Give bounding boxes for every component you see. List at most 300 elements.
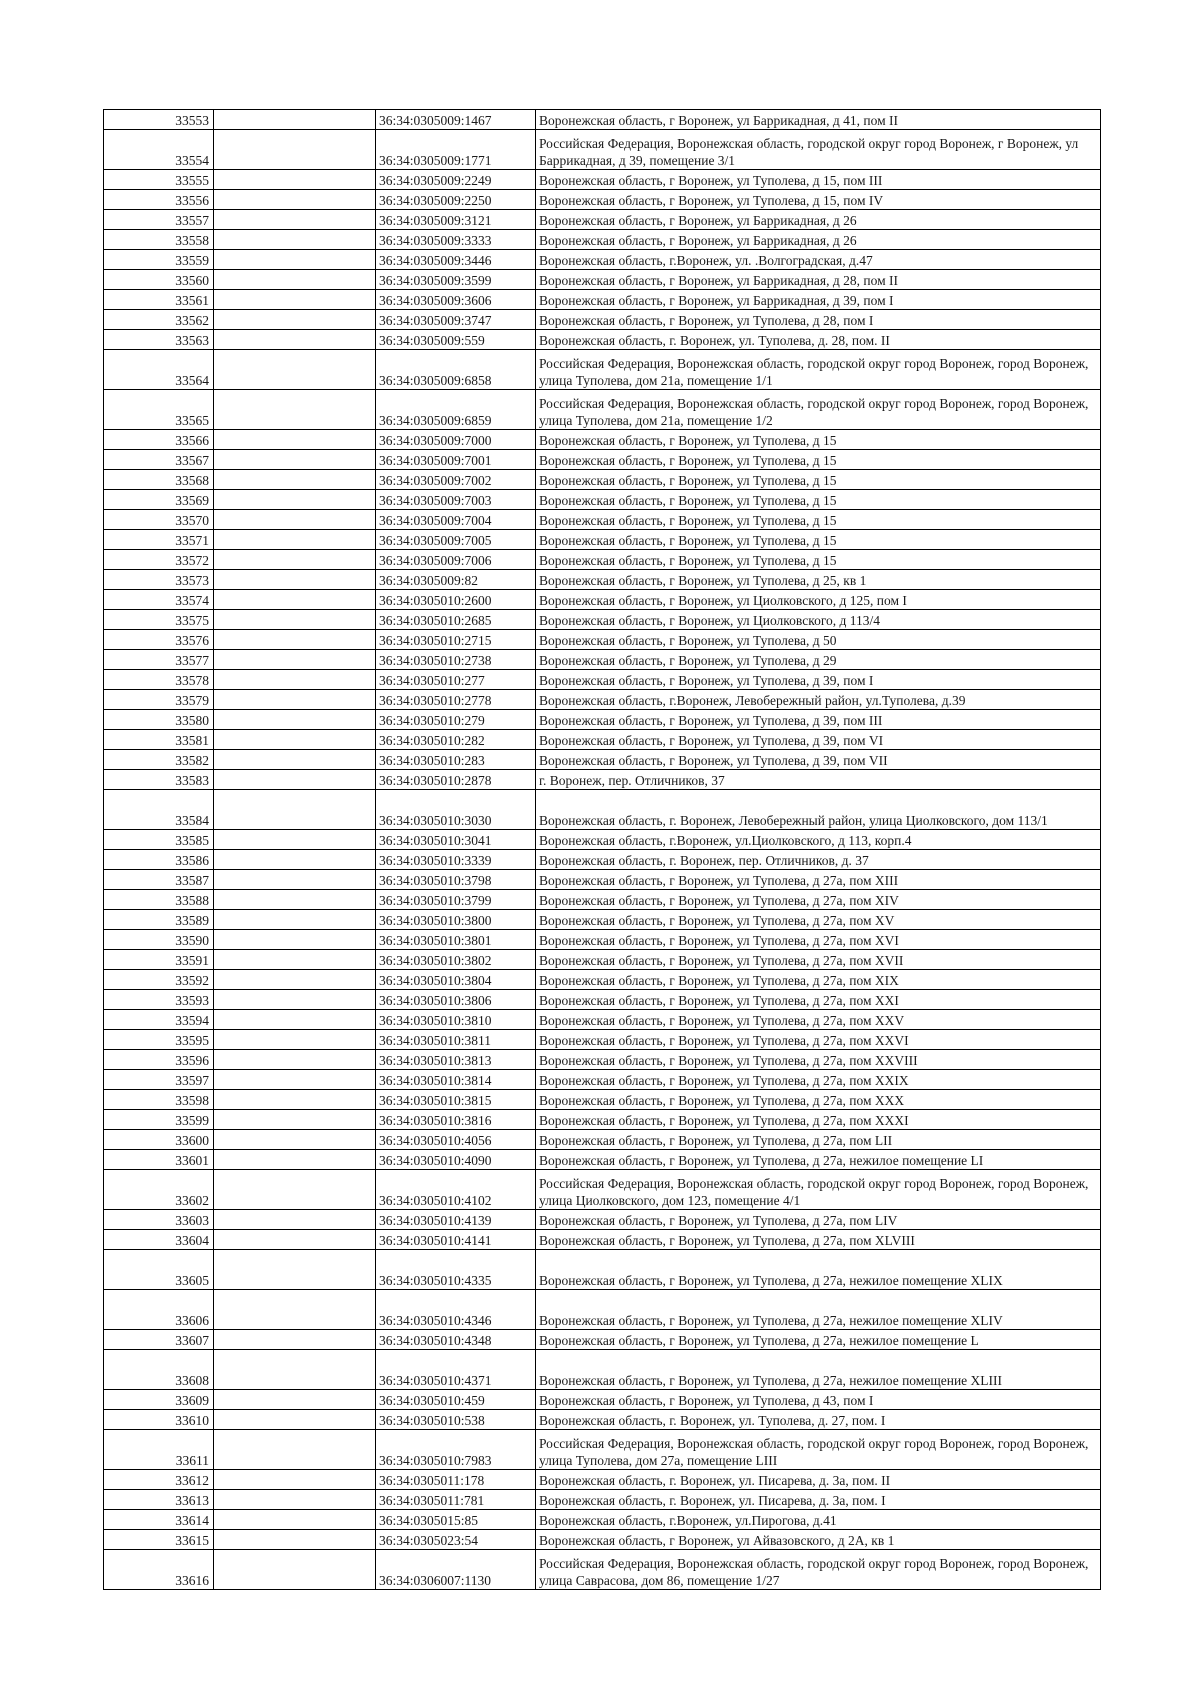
row-empty-cell — [214, 1050, 376, 1070]
row-number: 33558 — [104, 230, 214, 250]
cadastral-number: 36:34:0305009:3121 — [376, 210, 536, 230]
row-number: 33561 — [104, 290, 214, 310]
row-number: 33578 — [104, 670, 214, 690]
cadastral-number: 36:34:0305009:1771 — [376, 130, 536, 170]
cadastral-number: 36:34:0305009:3446 — [376, 250, 536, 270]
address: Воронежская область, г. Воронеж, ул. Писарева, д. 3а, пом. II — [536, 1470, 1101, 1490]
address: Воронежская область, г Воронеж, ул Туполева, д 15, пом III — [536, 170, 1101, 190]
row-empty-cell — [214, 1550, 376, 1590]
cadastral-number: 36:34:0305010:3030 — [376, 790, 536, 830]
row-empty-cell — [214, 750, 376, 770]
cadastral-number: 36:34:0305009:7003 — [376, 490, 536, 510]
row-empty-cell — [214, 850, 376, 870]
row-empty-cell — [214, 970, 376, 990]
cadastral-number: 36:34:0305010:2878 — [376, 770, 536, 790]
row-number: 33568 — [104, 470, 214, 490]
row-empty-cell — [214, 390, 376, 430]
table-row — [104, 190, 1101, 210]
cadastral-number: 36:34:0305010:2738 — [376, 650, 536, 670]
row-number: 33565 — [104, 390, 214, 430]
row-empty-cell — [214, 270, 376, 290]
cadastral-number: 36:34:0305010:3813 — [376, 1050, 536, 1070]
row-empty-cell — [214, 110, 376, 130]
table-row — [104, 1430, 1101, 1470]
row-number: 33556 — [104, 190, 214, 210]
table-row — [104, 470, 1101, 490]
table-row — [104, 290, 1101, 310]
table-row — [104, 1510, 1101, 1530]
address: Воронежская область, г Воронеж, ул Туполева, д 27а, пом XXVI — [536, 1030, 1101, 1050]
table-row — [104, 950, 1101, 970]
cadastral-number: 36:34:0305010:3801 — [376, 930, 536, 950]
row-number: 33569 — [104, 490, 214, 510]
row-empty-cell — [214, 1410, 376, 1430]
address: Воронежская область, г.Воронеж, Левобережный район, ул.Туполева, д.39 — [536, 690, 1101, 710]
cadastral-number: 36:34:0305009:559 — [376, 330, 536, 350]
table-row — [104, 970, 1101, 990]
row-number: 33587 — [104, 870, 214, 890]
cadastral-number: 36:34:0305009:3333 — [376, 230, 536, 250]
row-number: 33572 — [104, 550, 214, 570]
row-empty-cell — [214, 790, 376, 830]
cadastral-number: 36:34:0305010:277 — [376, 670, 536, 690]
cadastral-number: 36:34:0305009:3747 — [376, 310, 536, 330]
row-empty-cell — [214, 930, 376, 950]
row-empty-cell — [214, 670, 376, 690]
row-empty-cell — [214, 450, 376, 470]
row-number: 33615 — [104, 1530, 214, 1550]
row-empty-cell — [214, 1090, 376, 1110]
table-row — [104, 1170, 1101, 1210]
address: Воронежская область, г. Воронеж, ул. Писарева, д. 3а, пом. I — [536, 1490, 1101, 1510]
table-row — [104, 1350, 1101, 1390]
table-row — [104, 450, 1101, 470]
row-empty-cell — [214, 1150, 376, 1170]
cadastral-number: 36:34:0305010:279 — [376, 710, 536, 730]
row-empty-cell — [214, 890, 376, 910]
address: Воронежская область, г Воронеж, ул Туполева, д 27а, пом XXI — [536, 990, 1101, 1010]
address: Воронежская область, г Воронеж, ул Туполева, д 39, пом I — [536, 670, 1101, 690]
cadastral-number: 36:34:0305010:282 — [376, 730, 536, 750]
row-number: 33613 — [104, 1490, 214, 1510]
document-page — [103, 109, 1100, 1590]
table-row — [104, 1410, 1101, 1430]
cadastral-number: 36:34:0305010:3339 — [376, 850, 536, 870]
address: Воронежская область, г Воронеж, ул Туполева, д 27а, пом XXVIII — [536, 1050, 1101, 1070]
table-row — [104, 690, 1101, 710]
cadastral-number: 36:34:0305011:781 — [376, 1490, 536, 1510]
row-number: 33588 — [104, 890, 214, 910]
table-row — [104, 490, 1101, 510]
row-number: 33560 — [104, 270, 214, 290]
row-number: 33609 — [104, 1390, 214, 1410]
cadastral-number: 36:34:0305011:178 — [376, 1470, 536, 1490]
table-row — [104, 1490, 1101, 1510]
table-row — [104, 1150, 1101, 1170]
table-row — [104, 1470, 1101, 1490]
row-number: 33605 — [104, 1250, 214, 1290]
row-number: 33582 — [104, 750, 214, 770]
row-number: 33592 — [104, 970, 214, 990]
table-row — [104, 1130, 1101, 1150]
row-empty-cell — [214, 310, 376, 330]
table-row — [104, 790, 1101, 830]
row-number: 33584 — [104, 790, 214, 830]
row-number: 33586 — [104, 850, 214, 870]
cadastral-number: 36:34:0305010:3814 — [376, 1070, 536, 1090]
row-number: 33596 — [104, 1050, 214, 1070]
row-empty-cell — [214, 650, 376, 670]
address: Воронежская область, г. Воронеж, Левобережный район, улица Циолковского, дом 113/1 — [536, 790, 1101, 830]
table-row — [104, 1210, 1101, 1230]
cadastral-number: 36:34:0305009:2250 — [376, 190, 536, 210]
address: Российская Федерация, Воронежская область, городской округ город Воронеж, город Воронеж, улица Туполева, дом 21а, помещение 1/2 — [536, 390, 1101, 430]
table-row — [104, 530, 1101, 550]
row-empty-cell — [214, 1490, 376, 1510]
table-row — [104, 670, 1101, 690]
row-number: 33599 — [104, 1110, 214, 1130]
row-number: 33604 — [104, 1230, 214, 1250]
cadastral-number: 36:34:0305010:7983 — [376, 1430, 536, 1470]
table-row — [104, 250, 1101, 270]
table-row — [104, 1250, 1101, 1290]
address: Воронежская область, г Воронеж, ул Баррикадная, д 26 — [536, 230, 1101, 250]
table-row — [104, 1050, 1101, 1070]
address: Воронежская область, г Воронеж, ул Айвазовского, д 2А, кв 1 — [536, 1530, 1101, 1550]
row-number: 33567 — [104, 450, 214, 470]
row-number: 33603 — [104, 1210, 214, 1230]
cadastral-number: 36:34:0305010:3041 — [376, 830, 536, 850]
table-row — [104, 750, 1101, 770]
row-number: 33600 — [104, 1130, 214, 1150]
table-row — [104, 1110, 1101, 1130]
cadastral-number: 36:34:0305010:3802 — [376, 950, 536, 970]
row-number: 33612 — [104, 1470, 214, 1490]
table-row — [104, 270, 1101, 290]
row-empty-cell — [214, 1130, 376, 1150]
address: Воронежская область, г Воронеж, ул Туполева, д 15 — [536, 530, 1101, 550]
row-number: 33554 — [104, 130, 214, 170]
address: Воронежская область, г Воронеж, ул Туполева, д 15 — [536, 490, 1101, 510]
cadastral-number: 36:34:0305010:4348 — [376, 1330, 536, 1350]
row-number: 33581 — [104, 730, 214, 750]
row-number: 33557 — [104, 210, 214, 230]
address: Воронежская область, г Воронеж, ул Туполева, д 39, пом VII — [536, 750, 1101, 770]
address: Воронежская область, г Воронеж, ул Туполева, д 27а, пом XXV — [536, 1010, 1101, 1030]
row-number: 33594 — [104, 1010, 214, 1030]
row-number: 33577 — [104, 650, 214, 670]
row-number: 33590 — [104, 930, 214, 950]
cadastral-number: 36:34:0305010:4056 — [376, 1130, 536, 1150]
row-number: 33576 — [104, 630, 214, 650]
table-row — [104, 990, 1101, 1010]
row-empty-cell — [214, 1330, 376, 1350]
row-empty-cell — [214, 610, 376, 630]
address: Воронежская область, г Воронеж, ул Туполева, д 15 — [536, 450, 1101, 470]
cadastral-number: 36:34:0305010:4371 — [376, 1350, 536, 1390]
row-empty-cell — [214, 330, 376, 350]
cadastral-number: 36:34:0305010:3806 — [376, 990, 536, 1010]
cadastral-number: 36:34:0305010:3811 — [376, 1030, 536, 1050]
row-empty-cell — [214, 230, 376, 250]
cadastral-number: 36:34:0305009:7000 — [376, 430, 536, 450]
table-row — [104, 130, 1101, 170]
cadastral-number: 36:34:0305009:1467 — [376, 110, 536, 130]
cadastral-number: 36:34:0305010:3815 — [376, 1090, 536, 1110]
cadastral-number: 36:34:0305010:2600 — [376, 590, 536, 610]
table-row — [104, 1530, 1101, 1550]
row-empty-cell — [214, 570, 376, 590]
row-empty-cell — [214, 550, 376, 570]
row-empty-cell — [214, 1290, 376, 1330]
address: Воронежская область, г Воронеж, ул Туполева, д 27а, пом XIX — [536, 970, 1101, 990]
table-row — [104, 630, 1101, 650]
row-empty-cell — [214, 1010, 376, 1030]
table-row — [104, 330, 1101, 350]
table-row — [104, 170, 1101, 190]
table-row — [104, 1230, 1101, 1250]
address: Российская Федерация, Воронежская область, городской округ город Воронеж, город Воронеж, улица Туполева, дом 21а, помещение 1/1 — [536, 350, 1101, 390]
address: Воронежская область, г Воронеж, ул Туполева, д 15, пом IV — [536, 190, 1101, 210]
row-number: 33555 — [104, 170, 214, 190]
row-empty-cell — [214, 690, 376, 710]
row-empty-cell — [214, 170, 376, 190]
row-empty-cell — [214, 1350, 376, 1390]
address: Воронежская область, г Воронеж, ул Туполева, д 27а, пом LIV — [536, 1210, 1101, 1230]
row-empty-cell — [214, 990, 376, 1010]
address: Воронежская область, г Воронеж, ул Циолковского, д 125, пом I — [536, 590, 1101, 610]
table-row — [104, 610, 1101, 630]
row-number: 33571 — [104, 530, 214, 550]
table-row — [104, 770, 1101, 790]
cadastral-number: 36:34:0305010:4346 — [376, 1290, 536, 1330]
cadastral-number: 36:34:0305009:6858 — [376, 350, 536, 390]
address: Российская Федерация, Воронежская область, городской округ город Воронеж, город Воронеж, улица Циолковского, дом 123, помещение 4/1 — [536, 1170, 1101, 1210]
row-empty-cell — [214, 210, 376, 230]
row-number: 33579 — [104, 690, 214, 710]
registry-table-body — [104, 110, 1101, 1590]
row-number: 33563 — [104, 330, 214, 350]
address: Воронежская область, г Воронеж, ул Туполева, д 15 — [536, 430, 1101, 450]
address: Воронежская область, г Воронеж, ул Туполева, д 27а, нежилое помещение XLIX — [536, 1250, 1101, 1290]
row-empty-cell — [214, 1530, 376, 1550]
cadastral-number: 36:34:0305009:3606 — [376, 290, 536, 310]
row-number: 33601 — [104, 1150, 214, 1170]
row-number: 33616 — [104, 1550, 214, 1590]
address: Воронежская область, г Воронеж, ул Баррикадная, д 28, пом II — [536, 270, 1101, 290]
table-row — [104, 570, 1101, 590]
address: Воронежская область, г Воронеж, ул Туполева, д 27а, пом XXIX — [536, 1070, 1101, 1090]
table-row — [104, 1030, 1101, 1050]
table-row — [104, 430, 1101, 450]
address: Воронежская область, г Воронеж, ул Туполева, д 27а, пом XXXI — [536, 1110, 1101, 1130]
address: Воронежская область, г Воронеж, ул Туполева, д 29 — [536, 650, 1101, 670]
cadastral-number: 36:34:0305010:459 — [376, 1390, 536, 1410]
table-row — [104, 870, 1101, 890]
row-number: 33575 — [104, 610, 214, 630]
row-number: 33602 — [104, 1170, 214, 1210]
row-number: 33589 — [104, 910, 214, 930]
row-number: 33597 — [104, 1070, 214, 1090]
address: Воронежская область, г Воронеж, ул Туполева, д 15 — [536, 510, 1101, 530]
address: Воронежская область, г Воронеж, ул Туполева, д 25, кв 1 — [536, 570, 1101, 590]
row-number: 33595 — [104, 1030, 214, 1050]
table-row — [104, 1330, 1101, 1350]
address: Воронежская область, г Воронеж, ул Туполева, д 15 — [536, 550, 1101, 570]
cadastral-number: 36:34:0305009:7001 — [376, 450, 536, 470]
address: Воронежская область, г Воронеж, ул Туполева, д 27а, нежилое помещение L — [536, 1330, 1101, 1350]
table-row — [104, 230, 1101, 250]
row-empty-cell — [214, 510, 376, 530]
cadastral-number: 36:34:0305010:4102 — [376, 1170, 536, 1210]
cadastral-number: 36:34:0305010:3799 — [376, 890, 536, 910]
table-row — [104, 510, 1101, 530]
row-empty-cell — [214, 530, 376, 550]
address: Воронежская область, г Воронеж, ул Туполева, д 27а, пом XVII — [536, 950, 1101, 970]
cadastral-number: 36:34:0305010:2715 — [376, 630, 536, 650]
table-row — [104, 350, 1101, 390]
address: Воронежская область, г Воронеж, ул Туполева, д 27а, пом XIV — [536, 890, 1101, 910]
address: Воронежская область, г Воронеж, ул Туполева, д 15 — [536, 470, 1101, 490]
cadastral-number: 36:34:0305010:3810 — [376, 1010, 536, 1030]
address: Российская Федерация, Воронежская область, городской округ город Воронеж, город Воронеж, улица Туполева, дом 27а, помещение LIII — [536, 1430, 1101, 1470]
table-row — [104, 830, 1101, 850]
table-row — [104, 710, 1101, 730]
row-number: 33591 — [104, 950, 214, 970]
row-number: 33553 — [104, 110, 214, 130]
address: Воронежская область, г Воронеж, ул Туполева, д 27а, пом XXX — [536, 1090, 1101, 1110]
row-empty-cell — [214, 870, 376, 890]
row-number: 33598 — [104, 1090, 214, 1110]
table-row — [104, 590, 1101, 610]
table-row — [104, 550, 1101, 570]
address: Воронежская область, г Воронеж, ул Туполева, д 27а, нежилое помещение LI — [536, 1150, 1101, 1170]
row-empty-cell — [214, 470, 376, 490]
table-row — [104, 1550, 1101, 1590]
cadastral-number: 36:34:0305010:4141 — [376, 1230, 536, 1250]
row-number: 33583 — [104, 770, 214, 790]
row-empty-cell — [214, 1510, 376, 1530]
row-empty-cell — [214, 1250, 376, 1290]
cadastral-number: 36:34:0305010:2778 — [376, 690, 536, 710]
row-number: 33611 — [104, 1430, 214, 1470]
row-number: 33593 — [104, 990, 214, 1010]
row-empty-cell — [214, 1470, 376, 1490]
table-row — [104, 110, 1101, 130]
row-empty-cell — [214, 1030, 376, 1050]
row-empty-cell — [214, 770, 376, 790]
cadastral-number: 36:34:0305015:85 — [376, 1510, 536, 1530]
address: Воронежская область, г Воронеж, ул Туполева, д 27а, пом XV — [536, 910, 1101, 930]
cadastral-number: 36:34:0305023:54 — [376, 1530, 536, 1550]
row-number: 33607 — [104, 1330, 214, 1350]
table-row — [104, 310, 1101, 330]
row-empty-cell — [214, 910, 376, 930]
cadastral-number: 36:34:0305010:3798 — [376, 870, 536, 890]
row-empty-cell — [214, 490, 376, 510]
table-row — [104, 210, 1101, 230]
row-empty-cell — [214, 1230, 376, 1250]
address: г. Воронеж, пер. Отличников, 37 — [536, 770, 1101, 790]
row-number: 33585 — [104, 830, 214, 850]
table-row — [104, 1070, 1101, 1090]
address: Воронежская область, г. Воронеж, ул. Туполева, д. 28, пом. II — [536, 330, 1101, 350]
cadastral-number: 36:34:0305010:283 — [376, 750, 536, 770]
address: Воронежская область, г Воронеж, ул Туполева, д 27а, нежилое помещение XLIII — [536, 1350, 1101, 1390]
address: Воронежская область, г Воронеж, ул Туполева, д 27а, пом XLVIII — [536, 1230, 1101, 1250]
cadastral-number: 36:34:0305009:7005 — [376, 530, 536, 550]
row-number: 33606 — [104, 1290, 214, 1330]
cadastral-number: 36:34:0306007:1130 — [376, 1550, 536, 1590]
table-row — [104, 1090, 1101, 1110]
cadastral-number: 36:34:0305010:3804 — [376, 970, 536, 990]
table-row — [104, 930, 1101, 950]
row-number: 33559 — [104, 250, 214, 270]
row-number: 33574 — [104, 590, 214, 610]
cadastral-number: 36:34:0305009:3599 — [376, 270, 536, 290]
row-empty-cell — [214, 1110, 376, 1130]
row-empty-cell — [214, 710, 376, 730]
row-number: 33610 — [104, 1410, 214, 1430]
row-number: 33562 — [104, 310, 214, 330]
row-empty-cell — [214, 730, 376, 750]
cadastral-number: 36:34:0305010:4139 — [376, 1210, 536, 1230]
address: Воронежская область, г Воронеж, ул Туполева, д 27а, пом XVI — [536, 930, 1101, 950]
row-number: 33580 — [104, 710, 214, 730]
address: Воронежская область, г.Воронеж, ул.Пирогова, д.41 — [536, 1510, 1101, 1530]
table-row — [104, 1290, 1101, 1330]
table-row — [104, 910, 1101, 930]
row-empty-cell — [214, 1170, 376, 1210]
cadastral-number: 36:34:0305009:6859 — [376, 390, 536, 430]
row-empty-cell — [214, 1390, 376, 1410]
table-row — [104, 890, 1101, 910]
row-empty-cell — [214, 630, 376, 650]
row-empty-cell — [214, 950, 376, 970]
registry-table — [103, 109, 1101, 1590]
address: Воронежская область, г Воронеж, ул Туполева, д 27а, пом LII — [536, 1130, 1101, 1150]
row-number: 33570 — [104, 510, 214, 530]
row-empty-cell — [214, 1070, 376, 1090]
address: Воронежская область, г Воронеж, ул Туполева, д 39, пом III — [536, 710, 1101, 730]
cadastral-number: 36:34:0305010:538 — [376, 1410, 536, 1430]
row-empty-cell — [214, 250, 376, 270]
cadastral-number: 36:34:0305010:2685 — [376, 610, 536, 630]
table-row — [104, 730, 1101, 750]
row-number: 33614 — [104, 1510, 214, 1530]
address: Воронежская область, г.Воронеж, ул. .Волгоградская, д.47 — [536, 250, 1101, 270]
row-empty-cell — [214, 130, 376, 170]
address: Воронежская область, г Воронеж, ул Туполева, д 27а, нежилое помещение XLIV — [536, 1290, 1101, 1330]
cadastral-number: 36:34:0305010:3816 — [376, 1110, 536, 1130]
address: Воронежская область, г Воронеж, ул Циолковского, д 113/4 — [536, 610, 1101, 630]
address: Воронежская область, г. Воронеж, пер. Отличников, д. 37 — [536, 850, 1101, 870]
cadastral-number: 36:34:0305009:7002 — [376, 470, 536, 490]
address: Российская Федерация, Воронежская область, городской округ город Воронеж, город Воронеж, улица Саврасова, дом 86, помещение 1/27 — [536, 1550, 1101, 1590]
cadastral-number: 36:34:0305010:4335 — [376, 1250, 536, 1290]
cadastral-number: 36:34:0305009:7006 — [376, 550, 536, 570]
row-empty-cell — [214, 830, 376, 850]
address: Воронежская область, г Воронеж, ул Туполева, д 27а, пом XIII — [536, 870, 1101, 890]
row-empty-cell — [214, 590, 376, 610]
cadastral-number: 36:34:0305009:7004 — [376, 510, 536, 530]
row-number: 33573 — [104, 570, 214, 590]
table-row — [104, 850, 1101, 870]
address: Российская Федерация, Воронежская область, городской округ город Воронеж, г Воронеж, ул Баррикадная, д 39, помещение 3/1 — [536, 130, 1101, 170]
row-empty-cell — [214, 290, 376, 310]
address: Воронежская область, г Воронеж, ул Баррикадная, д 26 — [536, 210, 1101, 230]
row-number: 33566 — [104, 430, 214, 450]
